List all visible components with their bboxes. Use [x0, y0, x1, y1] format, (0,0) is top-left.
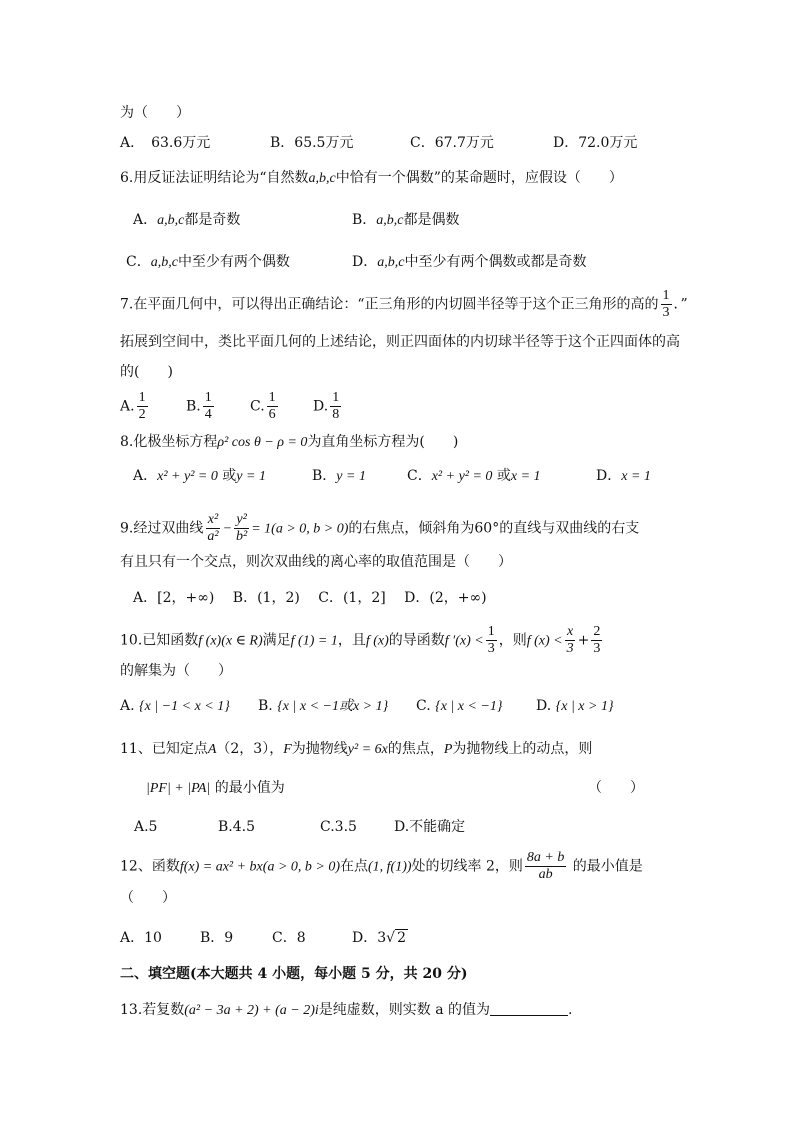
q12-option-d: D．3√ 2	[352, 930, 406, 946]
q6-stem: 6.用反证法证明结论为“自然数a,b,c中恰有一个偶数”的某命题时，应假设（ ）	[120, 170, 623, 186]
q12-option-a: A．10	[120, 930, 162, 946]
q6-option-d: D．a,b,c中至少有两个偶数或都是奇数	[352, 254, 587, 270]
q9-line2: 有且只有一个交点，则次双曲线的离心率的取值范围是（ ）	[120, 554, 512, 570]
q11-option-a: A.5	[134, 819, 158, 835]
q7-option-c: C. $\frac{1}{6}$	[250, 390, 276, 422]
section-2-title: 二、填空题(本大题共 4 小题，每小题 5 分，共 20 分)	[120, 966, 468, 982]
q11-option-c: C.3.5	[320, 819, 357, 835]
q10-option-d: D. {x | x > 1}	[536, 698, 614, 714]
q7-line2: 拓展到空间中，类比平面几何的上述结论，则正四面体的内切球半径等于这个正四面体的高	[120, 334, 680, 350]
q8-stem: 8.化极坐标方程ρ² cos θ − ρ = 0为直角坐标方程为( )	[120, 434, 459, 450]
q11-option-d: D.不能确定	[394, 819, 466, 835]
q7-fraction: $\frac{1}{3}$	[662, 288, 670, 320]
q7-option-a: A. $\frac{1}{2}$	[120, 390, 146, 422]
q12-line2: （ ）	[120, 890, 176, 906]
q5-option-c: C．67.7万元	[410, 135, 494, 151]
q10-option-a: A. {x | −1 < x < 1}	[120, 698, 230, 714]
q9-options: A．[2，+∞) B．(1，2) C．(1，2] D．(2，+∞)	[133, 590, 487, 606]
q8-option-c: C．x² + y² = 0 或x = 1	[407, 468, 541, 484]
q8-option-d: D．x = 1	[596, 468, 651, 484]
q6-option-b: B．a,b,c都是偶数	[352, 212, 460, 228]
q10-line2: 的解集为（ ）	[120, 663, 232, 679]
q8-option-a: A．x² + y² = 0 或y = 1	[133, 468, 266, 484]
q7-line3: 的( )	[120, 364, 173, 380]
q11-line2: |PF| + |PA| 的最小值为	[146, 780, 285, 796]
q5-option-a: A． 63.6万元	[120, 135, 211, 151]
q7-option-d: D. $\frac{1}{8}$	[313, 390, 340, 422]
q9-line1: 9.经过双曲线 $\frac{\text{x²}}{\text{a²}}$ − $\frac{\text{y²}}{\text{b²}}$ = 1(a > 0, b > 0)的右焦点，倾斜角为60°的直线与双曲线的右支	[120, 512, 640, 544]
q6-option-c: C．a,b,c中至少有两个偶数	[126, 254, 290, 270]
q7-line1: 7.在平面几何中，可以得出正确结论：“正三角形的内切圆半径等于这个正三角形的高的 $\frac{1}{3}$ ．”	[120, 288, 688, 320]
q12-option-b: B．9	[200, 930, 234, 946]
q11-answer-paren: （ ）	[588, 780, 644, 796]
q5-option-b: B．65.5万元	[270, 135, 354, 151]
q10-line1: 10.已知函数f (x)(x ∈ R)满足f (1) = 1，且f (x)的导函数f ′(x) < $\frac{1}{3}$ ，则f (x) < $\frac{x}{3}$ + $\frac{2}{3}$	[120, 624, 601, 656]
q7-option-b: B. $\frac{1}{4}$	[186, 390, 212, 422]
q5-option-d: D．72.0万元	[553, 135, 638, 151]
q10-option-b: B. {x | x < −1或x > 1}	[258, 698, 389, 714]
q13-stem: 13.若复数(a² − 3a + 2) + (a − 2)i是纯虚数，则实数 a 的值为 .	[120, 1002, 573, 1018]
q12-line1: 12、函数f(x) = ax² + bx(a > 0, b > 0)在点(1, f(1))处的切线率 2，则 $\frac{8a + b}{ab}$ 的最小值是	[120, 850, 643, 882]
q13-answer-blank[interactable]	[490, 1001, 568, 1016]
q11-line1: 11、已知定点A（2，3），F为抛物线y² = 6x的焦点，P为抛物线上的动点，则	[120, 741, 593, 757]
q5-tail: 为（ ）	[120, 105, 190, 121]
q8-option-b: B．y = 1	[312, 468, 366, 484]
q10-option-c: C. {x | x < −1}	[416, 698, 503, 714]
q12-option-c: C．8	[272, 930, 306, 946]
q6-option-a: A．a,b,c都是奇数	[133, 212, 241, 228]
q11-option-b: B.4.5	[218, 819, 256, 835]
